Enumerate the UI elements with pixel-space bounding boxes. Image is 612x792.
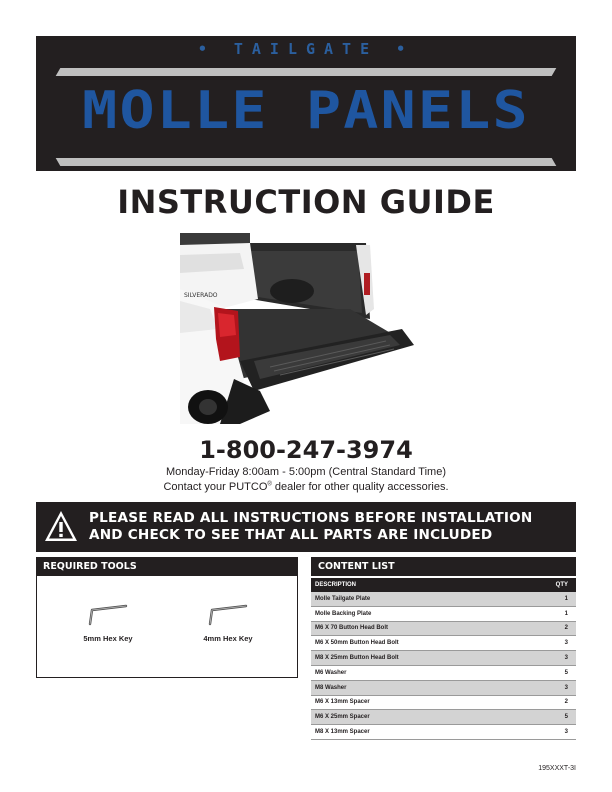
svg-text:SILVERADO: SILVERADO [184, 292, 218, 299]
part-qty: 3 [520, 725, 576, 740]
banner-top-bar [56, 68, 557, 76]
col-description-header: DESCRIPTION [311, 578, 520, 592]
tool-item [173, 604, 283, 643]
page-title: INSTRUCTION GUIDE [117, 183, 495, 221]
tool-label: 5mm Hex Key [83, 634, 133, 643]
support-phone-number: 1-800-247-3974 [199, 436, 413, 464]
table-row [311, 621, 576, 636]
content-list-header: CONTENT LIST [311, 557, 576, 576]
banner-top-text: • TAILGATE • [197, 40, 415, 58]
banner-main-text: MOLLE PANELS [82, 81, 530, 141]
part-qty: 2 [520, 695, 576, 710]
part-description: M6 X 50mm Button Head Bolt [311, 636, 520, 651]
part-description: M8 X 25mm Button Head Bolt [311, 651, 520, 666]
table-row [311, 606, 576, 621]
part-qty: 3 [520, 651, 576, 666]
warning-text [89, 510, 574, 544]
part-description: M6 Washer [311, 665, 520, 680]
part-qty: 1 [520, 592, 576, 606]
registered-mark: ® [267, 481, 272, 488]
dealer-text-end: dealer for other quality accessories. [271, 481, 449, 493]
table-row [311, 695, 576, 710]
hex-key-icon [206, 604, 250, 626]
warning-line-2: AND CHECK TO SEE THAT ALL PARTS ARE INCLUDED [89, 527, 493, 543]
table-row [311, 636, 576, 651]
part-qty: 3 [520, 636, 576, 651]
hex-key-icon [86, 604, 130, 626]
part-description: M8 X 13mm Spacer [311, 725, 520, 740]
part-description: Molle Tailgate Plate [311, 592, 520, 606]
table-row [311, 725, 576, 740]
dealer-text-start: Contact your PUTCO [163, 481, 268, 493]
product-banner [36, 36, 576, 171]
part-description: M8 Washer [311, 680, 520, 695]
parts-table [311, 578, 576, 740]
part-description: M6 X 70 Button Head Bolt [311, 621, 520, 636]
part-qty: 1 [520, 606, 576, 621]
support-hours: Monday-Friday 8:00am - 5:00pm (Central Standard Time) [165, 466, 446, 478]
warning-line-1: PLEASE READ ALL INSTRUCTIONS BEFORE INSTALLATION [89, 510, 533, 526]
table-header-row [311, 578, 576, 592]
part-description: M6 X 25mm Spacer [311, 710, 520, 725]
warning-triangle-icon [43, 509, 79, 543]
required-tools-box [36, 557, 298, 678]
table-row [311, 651, 576, 666]
dealer-contact-text [0, 481, 612, 493]
required-tools-header: REQUIRED TOOLS [37, 558, 297, 576]
table-row [311, 592, 576, 606]
part-qty: 5 [520, 665, 576, 680]
tool-label: 4mm Hex Key [203, 634, 253, 643]
part-description: Molle Backing Plate [311, 606, 520, 621]
table-row [311, 680, 576, 695]
table-row [311, 665, 576, 680]
col-qty-header: QTY [520, 578, 576, 592]
part-qty: 5 [520, 710, 576, 725]
banner-bottom-bar [56, 158, 557, 166]
tool-item [53, 604, 163, 643]
table-row [311, 710, 576, 725]
truck-tailgate-photo [180, 229, 432, 424]
part-qty: 3 [520, 680, 576, 695]
part-description: M6 X 13mm Spacer [311, 695, 520, 710]
part-number: 195XXXT-3I [538, 765, 576, 772]
part-qty: 2 [520, 621, 576, 636]
content-list [311, 557, 576, 740]
warning-banner [36, 502, 576, 552]
